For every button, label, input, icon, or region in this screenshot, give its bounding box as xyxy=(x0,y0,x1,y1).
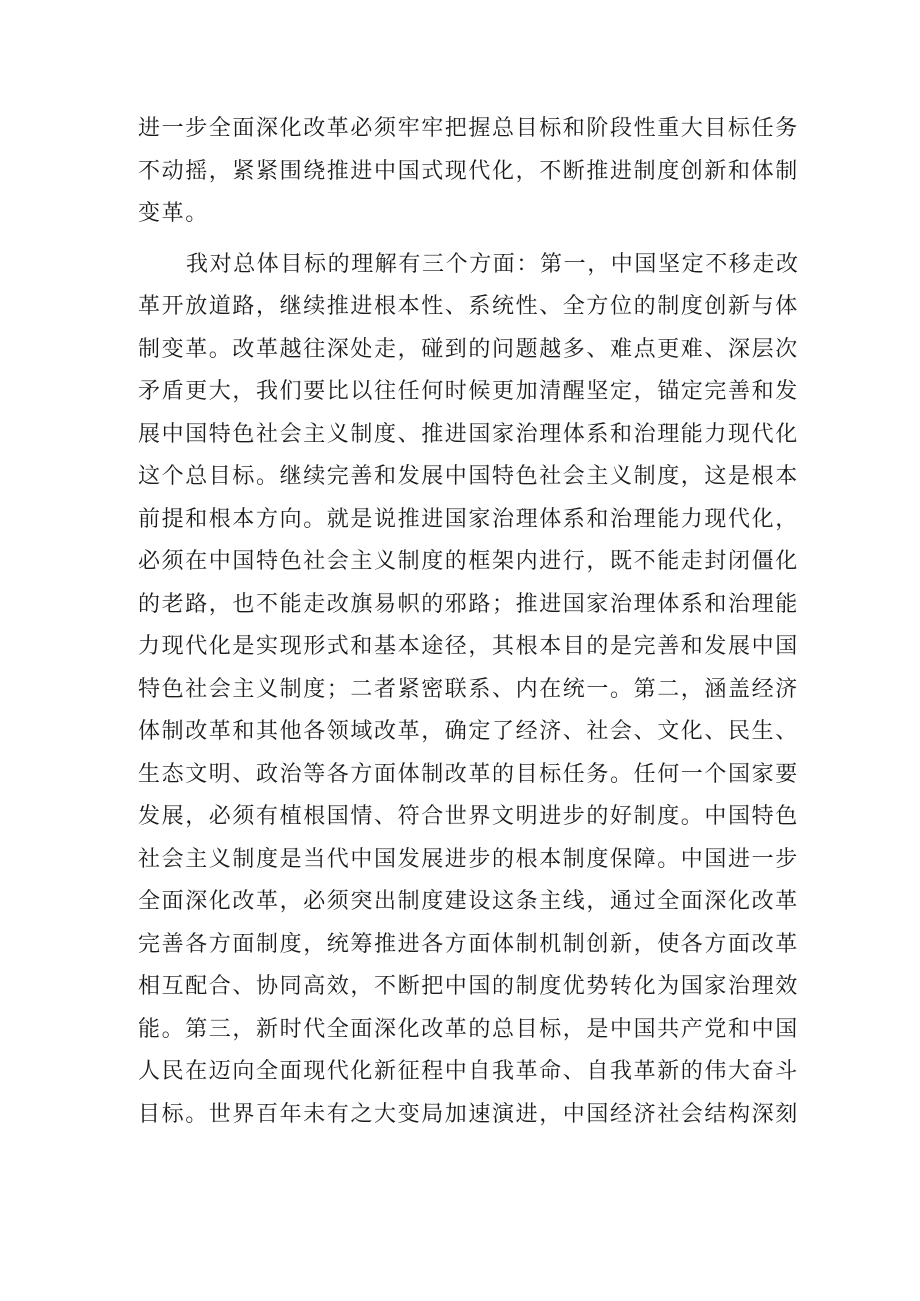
body-text xyxy=(138,108,800,1179)
text-line: 相互配合、协同高效，不断把中国的制度优势转化为国家治理效 xyxy=(138,974,799,999)
text-line: 这个总目标。继续完善和发展中国特色社会主义制度，这是根本 xyxy=(138,464,799,489)
text-line: 全面深化改革，必须突出制度建设这条主线，通过全面深化改革 xyxy=(138,889,799,914)
text-line: 进一步全面深化改革必须牢牢把握总目标和阶段性重大目标任务 xyxy=(138,116,799,141)
text-line: 特色社会主义制度；二者紧密联系、内在统一。第二，涵盖经济 xyxy=(138,676,799,702)
text-line: 必须在中国特色社会主义制度的框架内进行，既不能走封闭僵化 xyxy=(138,549,799,574)
text-line: 力现代化是实现形式和基本途径，其根本目的是完善和发展中国 xyxy=(138,634,799,659)
text-line: 的老路，也不能走改旗易帜的邪路；推进国家治理体系和治理能 xyxy=(138,591,799,617)
text-line: 目标。世界百年未有之大变局加速演进，中国经济社会结构深刻 xyxy=(138,1101,799,1127)
text-line: 革开放道路，继续推进根本性、系统性、全方位的制度创新与体 xyxy=(138,294,799,319)
text-line: 矛盾更大，我们要比以往任何时候更加清醒坚定，锚定完善和发 xyxy=(138,379,799,404)
text-line xyxy=(138,1136,788,1179)
text-line: 发展，必须有植根国情、符合世界文明进步的好制度。中国特色 xyxy=(138,804,799,829)
paragraph-spacer xyxy=(138,236,788,244)
text-line: 能。第三，新时代全面深化改革的总目标，是中国共产党和中国 xyxy=(138,1016,799,1042)
paragraph-1 xyxy=(138,108,799,236)
text-line: 生态文明、政治等各方面体制改革的目标任务。任何一个国家要 xyxy=(138,761,799,787)
text-line: 制变革。改革越往深处走，碰到的问题越多、难点更难、深层次 xyxy=(138,336,799,362)
text-line: 社会主义制度是当代中国发展进步的根本制度保障。中国进一步 xyxy=(138,846,799,872)
text-line: 不动摇，紧紧围绕推进中国式现代化，不断推进制度创新和体制 xyxy=(138,158,799,184)
text-line: 完善各方面制度，统筹推进各方面体制机制创新，使各方面改革 xyxy=(138,931,799,957)
text-line: 展中国特色社会主义制度、推进国家治理体系和治理能力现代化 xyxy=(138,421,799,447)
text-line: 我对总体目标的理解有三个方面：第一，中国坚定不移走改 xyxy=(186,251,800,277)
text-line: 人民在迈向全面现代化新征程中自我革命、自我革新的伟大奋斗 xyxy=(138,1059,799,1084)
paragraph-2 xyxy=(138,244,800,1179)
text-line: 体制改革和其他各领域改革，确定了经济、社会、文化、民生、 xyxy=(138,719,799,744)
text-line: 变革。 xyxy=(138,201,209,226)
text-line: 前提和根本方向。就是说推进国家治理体系和治理能力现代化， xyxy=(138,506,799,532)
